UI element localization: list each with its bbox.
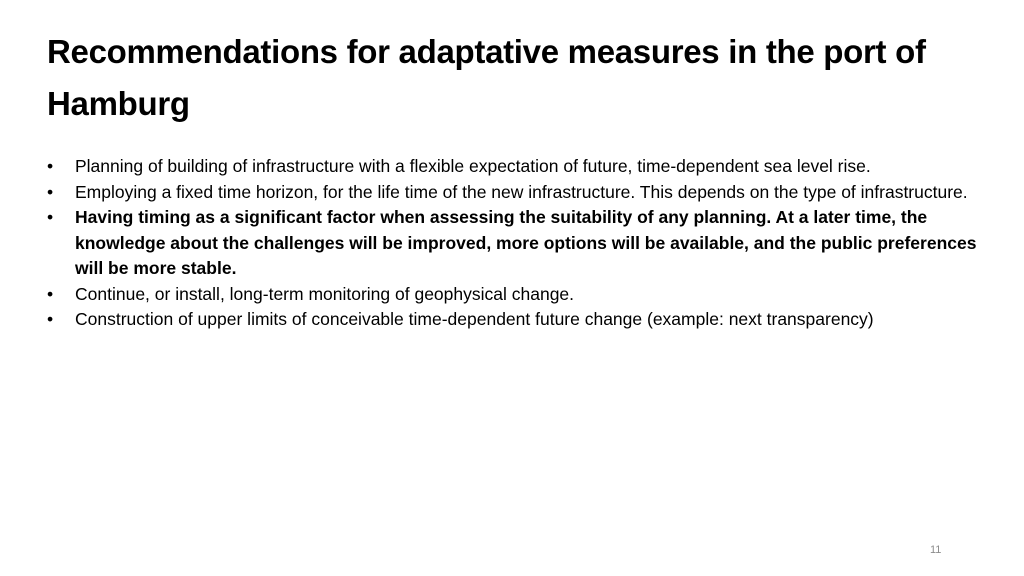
bullet-text: Having timing as a significant factor when assessing the suitability of any planning. At a later time, the knowledge about the challenges will be improved, more options will be available, and the public preferences will be more stable. bbox=[75, 207, 977, 278]
bullet-item bbox=[47, 307, 987, 333]
bullet-text: Employing a fixed time horizon, for the life time of the new infrastructure. This depends on the type of infrastructure. bbox=[75, 181, 968, 202]
page-number: 11 bbox=[930, 544, 942, 556]
bullet-item-emphasized bbox=[47, 205, 987, 282]
bullet-text: Construction of upper limits of conceivable time-dependent future change (example: next transparency) bbox=[75, 309, 874, 329]
bullet-dot-icon: • bbox=[47, 156, 54, 176]
bullet-dot-icon: • bbox=[47, 181, 54, 202]
bullet-dot-icon: • bbox=[47, 309, 54, 329]
bullet-text: Continue, or install, long-term monitoring of geophysical change. bbox=[75, 283, 575, 304]
bullet-text: Planning of building of infrastructure with a flexible expectation of future, time-dependent sea level rise. bbox=[75, 156, 871, 176]
bullet-dot-icon: • bbox=[47, 283, 54, 304]
bullet-item bbox=[47, 282, 987, 308]
bullet-list bbox=[47, 154, 987, 333]
bullet-item bbox=[47, 154, 987, 180]
bullet-dot-icon: • bbox=[47, 207, 54, 227]
slide-title: Recommendations for adaptative measures in the port of Hamburg bbox=[47, 33, 926, 122]
bullet-item bbox=[47, 180, 987, 206]
